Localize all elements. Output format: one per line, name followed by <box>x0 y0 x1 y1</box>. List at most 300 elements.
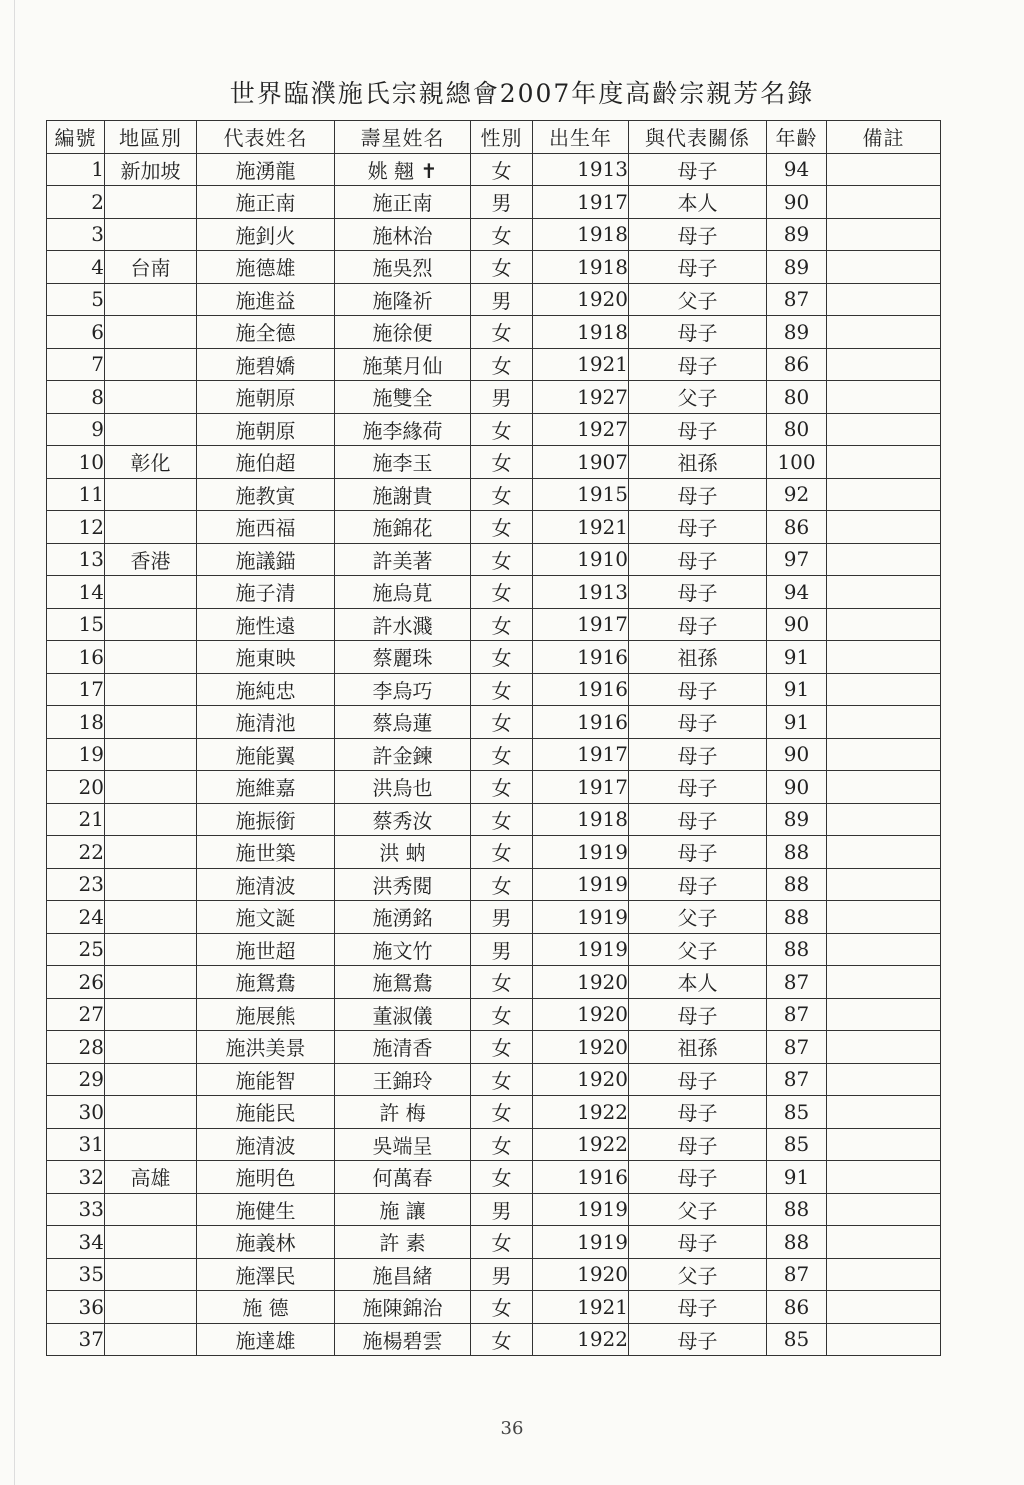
header-gender: 性別 <box>471 121 533 154</box>
row-elder-name: 施葉月仙 <box>335 348 471 381</box>
row-gender: 女 <box>471 771 533 804</box>
row-number: 22 <box>47 836 105 869</box>
row-region <box>105 1291 197 1324</box>
table-row <box>47 316 941 349</box>
row-number: 16 <box>47 641 105 674</box>
row-relationship: 母子 <box>629 316 767 349</box>
row-elder-name: 洪烏也 <box>335 771 471 804</box>
row-number: 29 <box>47 1063 105 1096</box>
row-representative: 施明色 <box>197 1161 335 1194</box>
row-region <box>105 1063 197 1096</box>
row-region: 彰化 <box>105 446 197 479</box>
row-age: 87 <box>767 283 827 316</box>
row-representative: 施 德 <box>197 1291 335 1324</box>
row-relationship: 母子 <box>629 218 767 251</box>
table-row <box>47 673 941 706</box>
row-representative: 施正南 <box>197 186 335 219</box>
row-gender: 女 <box>471 1323 533 1356</box>
row-representative: 施世超 <box>197 933 335 966</box>
row-gender: 女 <box>471 706 533 739</box>
row-relationship: 母子 <box>629 868 767 901</box>
row-birth-year: 1916 <box>533 1161 629 1194</box>
header-row <box>47 121 941 154</box>
row-birth-year: 1917 <box>533 608 629 641</box>
row-remarks <box>827 1226 941 1259</box>
row-elder-name: 施李玉 <box>335 446 471 479</box>
row-remarks <box>827 1128 941 1161</box>
row-elder-name: 吳端呈 <box>335 1128 471 1161</box>
row-relationship: 母子 <box>629 1291 767 1324</box>
row-number: 19 <box>47 738 105 771</box>
row-remarks <box>827 706 941 739</box>
table-row <box>47 478 941 511</box>
row-remarks <box>827 673 941 706</box>
row-number: 8 <box>47 381 105 414</box>
table-row <box>47 966 941 999</box>
row-region <box>105 673 197 706</box>
row-representative: 施洪美景 <box>197 1031 335 1064</box>
table-row <box>47 543 941 576</box>
row-birth-year: 1920 <box>533 1063 629 1096</box>
row-remarks <box>827 576 941 609</box>
row-relationship: 母子 <box>629 1226 767 1259</box>
table-row <box>47 608 941 641</box>
table-row <box>47 251 941 284</box>
row-region <box>105 1258 197 1291</box>
table-row <box>47 381 941 414</box>
row-gender: 男 <box>471 186 533 219</box>
row-birth-year: 1927 <box>533 413 629 446</box>
row-elder-name: 蔡麗珠 <box>335 641 471 674</box>
row-representative: 施能翼 <box>197 738 335 771</box>
row-gender: 女 <box>471 413 533 446</box>
row-number: 2 <box>47 186 105 219</box>
row-region <box>105 1096 197 1129</box>
row-elder-name: 許 梅 <box>335 1096 471 1129</box>
row-region <box>105 771 197 804</box>
row-birth-year: 1910 <box>533 543 629 576</box>
row-representative: 施教寅 <box>197 478 335 511</box>
row-birth-year: 1916 <box>533 706 629 739</box>
row-relationship: 父子 <box>629 1258 767 1291</box>
table-row <box>47 446 941 479</box>
table-row <box>47 803 941 836</box>
header-birth-year: 出生年 <box>533 121 629 154</box>
row-remarks <box>827 511 941 544</box>
row-elder-name: 洪 蚋 <box>335 836 471 869</box>
page-edge-shadow <box>14 0 15 1485</box>
row-region <box>105 998 197 1031</box>
row-region <box>105 868 197 901</box>
row-age: 86 <box>767 511 827 544</box>
page-title: 世界臨濮施氏宗親總會2007年度高齡宗親芳名錄 <box>229 79 815 108</box>
row-birth-year: 1919 <box>533 1226 629 1259</box>
row-birth-year: 1919 <box>533 1193 629 1226</box>
row-number: 3 <box>47 218 105 251</box>
row-elder-name: 施烏莧 <box>335 576 471 609</box>
row-gender: 女 <box>471 446 533 479</box>
row-birth-year: 1922 <box>533 1323 629 1356</box>
row-gender: 男 <box>471 1258 533 1291</box>
row-representative: 施維嘉 <box>197 771 335 804</box>
row-region <box>105 348 197 381</box>
row-gender: 男 <box>471 381 533 414</box>
row-age: 94 <box>767 576 827 609</box>
row-number: 10 <box>47 446 105 479</box>
row-relationship: 母子 <box>629 153 767 186</box>
row-representative: 施清波 <box>197 868 335 901</box>
row-representative: 施伯超 <box>197 446 335 479</box>
row-gender: 女 <box>471 998 533 1031</box>
table-row <box>47 868 941 901</box>
row-birth-year: 1920 <box>533 1258 629 1291</box>
row-representative: 施健生 <box>197 1193 335 1226</box>
row-representative: 施碧嬌 <box>197 348 335 381</box>
row-number: 34 <box>47 1226 105 1259</box>
row-representative: 施朝原 <box>197 381 335 414</box>
table-row <box>47 153 941 186</box>
row-representative: 施振銜 <box>197 803 335 836</box>
row-birth-year: 1916 <box>533 673 629 706</box>
row-elder-name: 施吳烈 <box>335 251 471 284</box>
row-relationship: 母子 <box>629 251 767 284</box>
row-number: 24 <box>47 901 105 934</box>
row-relationship: 本人 <box>629 186 767 219</box>
row-remarks <box>827 608 941 641</box>
row-age: 97 <box>767 543 827 576</box>
row-remarks <box>827 1258 941 1291</box>
row-elder-name: 董淑儀 <box>335 998 471 1031</box>
row-remarks <box>827 316 941 349</box>
row-gender: 女 <box>471 1128 533 1161</box>
row-number: 35 <box>47 1258 105 1291</box>
row-birth-year: 1917 <box>533 186 629 219</box>
row-birth-year: 1921 <box>533 511 629 544</box>
table-row <box>47 1323 941 1356</box>
row-age: 87 <box>767 1031 827 1064</box>
row-remarks <box>827 836 941 869</box>
row-birth-year: 1922 <box>533 1096 629 1129</box>
row-region <box>105 316 197 349</box>
table-row <box>47 901 941 934</box>
row-age: 86 <box>767 348 827 381</box>
table-row <box>47 186 941 219</box>
row-gender: 女 <box>471 673 533 706</box>
row-representative: 施朝原 <box>197 413 335 446</box>
row-number: 17 <box>47 673 105 706</box>
row-region <box>105 738 197 771</box>
row-age: 92 <box>767 478 827 511</box>
row-region <box>105 836 197 869</box>
row-representative: 施清波 <box>197 1128 335 1161</box>
row-age: 86 <box>767 1291 827 1324</box>
row-elder-name: 施湧銘 <box>335 901 471 934</box>
row-elder-name: 王錦玲 <box>335 1063 471 1096</box>
row-representative: 施德雄 <box>197 251 335 284</box>
row-birth-year: 1920 <box>533 966 629 999</box>
table-row <box>47 1161 941 1194</box>
table-row <box>47 706 941 739</box>
row-representative: 施子清 <box>197 576 335 609</box>
row-elder-name: 施 讓 <box>335 1193 471 1226</box>
page-number: 36 <box>500 1418 524 1439</box>
row-gender: 女 <box>471 576 533 609</box>
row-elder-name: 施楊碧雲 <box>335 1323 471 1356</box>
row-representative: 施純忠 <box>197 673 335 706</box>
row-relationship: 母子 <box>629 803 767 836</box>
table-row <box>47 576 941 609</box>
row-number: 33 <box>47 1193 105 1226</box>
row-representative: 施全德 <box>197 316 335 349</box>
row-gender: 男 <box>471 901 533 934</box>
row-number: 11 <box>47 478 105 511</box>
row-region <box>105 186 197 219</box>
row-remarks <box>827 803 941 836</box>
row-region <box>105 803 197 836</box>
row-number: 4 <box>47 251 105 284</box>
row-representative: 施鴛鴦 <box>197 966 335 999</box>
row-birth-year: 1918 <box>533 803 629 836</box>
row-gender: 女 <box>471 511 533 544</box>
row-relationship: 母子 <box>629 673 767 706</box>
row-remarks <box>827 1063 941 1096</box>
row-remarks <box>827 413 941 446</box>
row-relationship: 母子 <box>629 348 767 381</box>
row-region <box>105 933 197 966</box>
table-row <box>47 1096 941 1129</box>
row-relationship: 本人 <box>629 966 767 999</box>
row-relationship: 母子 <box>629 608 767 641</box>
row-age: 87 <box>767 1258 827 1291</box>
row-number: 20 <box>47 771 105 804</box>
row-region <box>105 966 197 999</box>
row-relationship: 父子 <box>629 381 767 414</box>
row-age: 87 <box>767 1063 827 1096</box>
row-elder-name: 蔡烏蓮 <box>335 706 471 739</box>
row-remarks <box>827 771 941 804</box>
row-birth-year: 1922 <box>533 1128 629 1161</box>
row-remarks <box>827 933 941 966</box>
row-gender: 女 <box>471 836 533 869</box>
elderly-list-table <box>46 120 941 1356</box>
row-number: 5 <box>47 283 105 316</box>
row-birth-year: 1917 <box>533 771 629 804</box>
row-representative: 施進益 <box>197 283 335 316</box>
header-representative: 代表姓名 <box>197 121 335 154</box>
table-row <box>47 1226 941 1259</box>
row-relationship: 祖孫 <box>629 641 767 674</box>
row-relationship: 母子 <box>629 1161 767 1194</box>
table-row <box>47 1258 941 1291</box>
row-elder-name: 姚 翹 ✝ <box>335 153 471 186</box>
row-remarks <box>827 901 941 934</box>
row-birth-year: 1918 <box>533 218 629 251</box>
row-relationship: 母子 <box>629 478 767 511</box>
row-gender: 女 <box>471 543 533 576</box>
row-elder-name: 許 素 <box>335 1226 471 1259</box>
row-relationship: 母子 <box>629 1323 767 1356</box>
row-representative: 施西福 <box>197 511 335 544</box>
row-gender: 女 <box>471 316 533 349</box>
table-row <box>47 1031 941 1064</box>
row-birth-year: 1919 <box>533 901 629 934</box>
row-region <box>105 1031 197 1064</box>
row-birth-year: 1921 <box>533 348 629 381</box>
row-age: 90 <box>767 608 827 641</box>
row-age: 89 <box>767 803 827 836</box>
row-elder-name: 施陳錦治 <box>335 1291 471 1324</box>
row-number: 1 <box>47 153 105 186</box>
row-birth-year: 1913 <box>533 153 629 186</box>
header-relationship: 與代表關係 <box>629 121 767 154</box>
row-age: 87 <box>767 998 827 1031</box>
table-row <box>47 1291 941 1324</box>
row-number: 13 <box>47 543 105 576</box>
row-gender: 女 <box>471 738 533 771</box>
table-row <box>47 738 941 771</box>
row-birth-year: 1920 <box>533 1031 629 1064</box>
row-gender: 男 <box>471 1193 533 1226</box>
row-relationship: 祖孫 <box>629 1031 767 1064</box>
row-elder-name: 施正南 <box>335 186 471 219</box>
row-representative: 施世築 <box>197 836 335 869</box>
row-remarks <box>827 543 941 576</box>
row-region: 台南 <box>105 251 197 284</box>
row-relationship: 母子 <box>629 738 767 771</box>
row-remarks <box>827 868 941 901</box>
row-number: 26 <box>47 966 105 999</box>
row-elder-name: 施徐便 <box>335 316 471 349</box>
row-number: 27 <box>47 998 105 1031</box>
row-elder-name: 施林治 <box>335 218 471 251</box>
row-number: 6 <box>47 316 105 349</box>
row-gender: 女 <box>471 1291 533 1324</box>
row-birth-year: 1918 <box>533 316 629 349</box>
row-age: 85 <box>767 1128 827 1161</box>
row-elder-name: 施錦花 <box>335 511 471 544</box>
table-row <box>47 1193 941 1226</box>
row-number: 18 <box>47 706 105 739</box>
header-remarks: 備註 <box>827 121 941 154</box>
row-elder-name: 施謝貴 <box>335 478 471 511</box>
row-relationship: 父子 <box>629 933 767 966</box>
row-elder-name: 施李緣荷 <box>335 413 471 446</box>
table-row <box>47 836 941 869</box>
row-birth-year: 1919 <box>533 868 629 901</box>
row-representative: 施義林 <box>197 1226 335 1259</box>
row-remarks <box>827 478 941 511</box>
row-elder-name: 施清香 <box>335 1031 471 1064</box>
row-remarks <box>827 186 941 219</box>
row-number: 12 <box>47 511 105 544</box>
row-relationship: 母子 <box>629 836 767 869</box>
row-age: 85 <box>767 1096 827 1129</box>
header-region: 地區別 <box>105 121 197 154</box>
row-age: 88 <box>767 1193 827 1226</box>
row-representative: 施釗火 <box>197 218 335 251</box>
row-number: 25 <box>47 933 105 966</box>
row-gender: 男 <box>471 933 533 966</box>
row-gender: 女 <box>471 1096 533 1129</box>
row-region <box>105 641 197 674</box>
row-relationship: 母子 <box>629 1096 767 1129</box>
row-relationship: 祖孫 <box>629 446 767 479</box>
row-number: 37 <box>47 1323 105 1356</box>
row-age: 88 <box>767 933 827 966</box>
row-age: 90 <box>767 186 827 219</box>
table-row <box>47 641 941 674</box>
row-remarks <box>827 1161 941 1194</box>
row-region <box>105 218 197 251</box>
row-gender: 女 <box>471 1031 533 1064</box>
row-birth-year: 1913 <box>533 576 629 609</box>
row-age: 100 <box>767 446 827 479</box>
table-row <box>47 511 941 544</box>
row-age: 89 <box>767 251 827 284</box>
row-age: 91 <box>767 641 827 674</box>
row-birth-year: 1921 <box>533 1291 629 1324</box>
row-gender: 女 <box>471 218 533 251</box>
row-remarks <box>827 1193 941 1226</box>
row-gender: 女 <box>471 641 533 674</box>
row-representative: 施文誕 <box>197 901 335 934</box>
row-gender: 女 <box>471 348 533 381</box>
row-representative: 施性遠 <box>197 608 335 641</box>
row-gender: 女 <box>471 251 533 284</box>
row-birth-year: 1919 <box>533 933 629 966</box>
row-gender: 女 <box>471 966 533 999</box>
row-region <box>105 1128 197 1161</box>
row-age: 85 <box>767 1323 827 1356</box>
row-gender: 男 <box>471 283 533 316</box>
row-region <box>105 576 197 609</box>
row-gender: 女 <box>471 1161 533 1194</box>
row-age: 91 <box>767 706 827 739</box>
row-age: 87 <box>767 966 827 999</box>
row-elder-name: 施雙全 <box>335 381 471 414</box>
row-number: 9 <box>47 413 105 446</box>
row-representative: 施達雄 <box>197 1323 335 1356</box>
row-birth-year: 1918 <box>533 251 629 284</box>
header-age: 年齡 <box>767 121 827 154</box>
row-age: 80 <box>767 413 827 446</box>
row-remarks <box>827 381 941 414</box>
row-gender: 女 <box>471 1226 533 1259</box>
row-birth-year: 1917 <box>533 738 629 771</box>
row-number: 23 <box>47 868 105 901</box>
row-gender: 女 <box>471 1063 533 1096</box>
row-remarks <box>827 218 941 251</box>
row-region <box>105 413 197 446</box>
row-remarks <box>827 998 941 1031</box>
row-relationship: 母子 <box>629 1063 767 1096</box>
row-representative: 施能民 <box>197 1096 335 1129</box>
row-number: 32 <box>47 1161 105 1194</box>
row-elder-name: 許金鍊 <box>335 738 471 771</box>
row-relationship: 母子 <box>629 576 767 609</box>
row-representative: 施清池 <box>197 706 335 739</box>
row-birth-year: 1927 <box>533 381 629 414</box>
row-birth-year: 1919 <box>533 836 629 869</box>
row-gender: 女 <box>471 478 533 511</box>
row-number: 30 <box>47 1096 105 1129</box>
row-age: 90 <box>767 771 827 804</box>
row-remarks <box>827 641 941 674</box>
row-age: 89 <box>767 218 827 251</box>
row-remarks <box>827 283 941 316</box>
table-row <box>47 933 941 966</box>
row-elder-name: 何萬春 <box>335 1161 471 1194</box>
